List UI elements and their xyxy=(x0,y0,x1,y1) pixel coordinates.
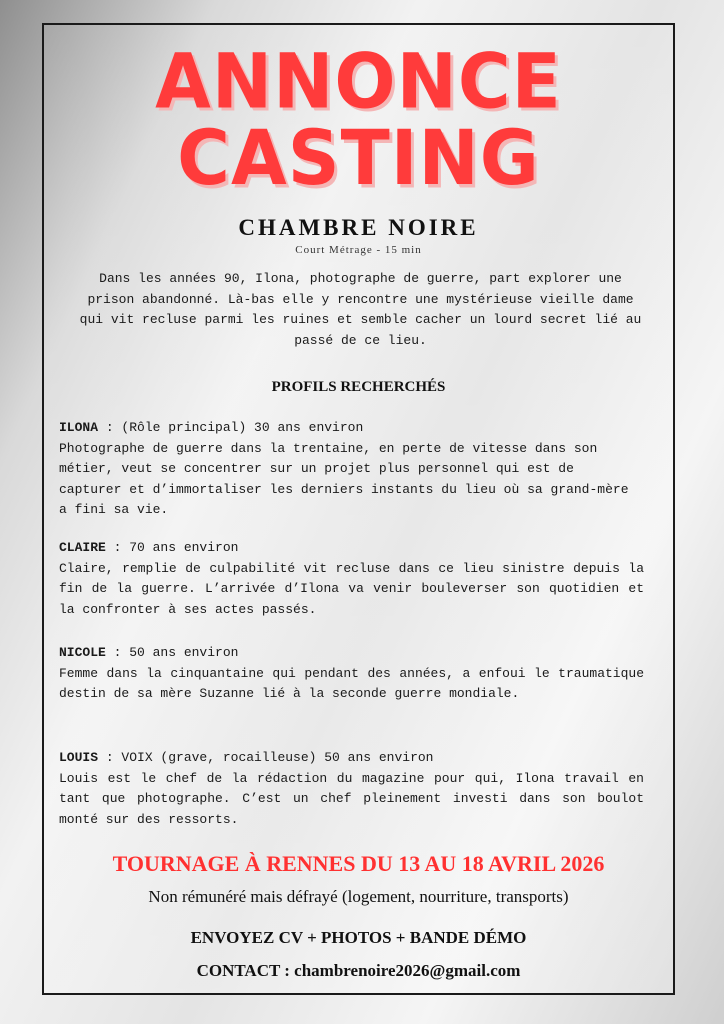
profile-louis xyxy=(59,748,644,830)
profile-name: ILONA xyxy=(59,420,99,435)
profile-claire xyxy=(59,538,644,620)
contact-email[interactable]: CONTACT : chambrenoire2026@gmail.com xyxy=(196,961,521,980)
payment-info: Non rémunéré mais défrayé (logement, nourriture, transports) xyxy=(148,887,569,906)
profile-description: Photographe de guerre dans la trentaine, en perte de vitesse dans son métier, veut se concentrer sur un projet plus personnel qui est de capturer et d’immortaliser les derniers instants du lieu où sa grand-mère a fini sa vie. xyxy=(59,440,629,517)
profile-description: Femme dans la cinquantaine qui pendant des années, a enfoui le traumatique destin de sa mère Suzanne lié à la seconde guerre mondiale. xyxy=(59,665,644,701)
synopsis: Dans les années 90, Ilona, photographe de guerre, part explorer une prison abandonné. Là-bas elle y rencontre une mystérieuse vieille dame qui vit recluse parmi les ruines et semble cacher un lourd secret lié au passé de ce lieu. xyxy=(79,271,642,348)
profile-description: Claire, remplie de culpabilité vit recluse dans ce lieu sinistre depuis la fin de la guerre. L’arrivée d’Ilona va venir bouleverser son quotidien et la confronter à ses actes passés. xyxy=(59,560,644,617)
profile-name: CLAIRE xyxy=(59,540,106,555)
profile-name: NICOLE xyxy=(59,645,106,660)
application-instructions: ENVOYEZ CV + PHOTOS + BANDE DÉMO xyxy=(190,928,527,947)
film-format: Court Métrage - 15 min xyxy=(295,244,422,256)
film-title: CHAMBRE NOIRE xyxy=(238,215,479,240)
casting-poster xyxy=(42,23,675,995)
profile-name: LOUIS xyxy=(59,750,99,765)
profile-role: : (Rôle principal) 30 ans environ xyxy=(98,420,364,435)
profile-description: Louis est le chef de la rédaction du magazine pour qui, Ilona travail en tant que photographe. C’est un chef pleinement investi dans son boulot monté sur des ressorts. xyxy=(59,770,644,827)
profile-nicole xyxy=(59,643,644,705)
title-casting: CASTING xyxy=(177,113,540,203)
profile-ilona xyxy=(59,418,644,521)
profile-role: : 50 ans environ xyxy=(105,645,239,660)
title-annonce: ANNONCE xyxy=(155,36,562,126)
profile-role: : VOIX (grave, rocailleuse) 50 ans environ xyxy=(98,750,434,765)
profiles-heading: PROFILS RECHERCHÉS xyxy=(271,379,446,395)
profile-role: : 70 ans environ xyxy=(105,540,239,555)
shooting-dates: TOURNAGE À RENNES DU 13 AU 18 AVRIL 2026 xyxy=(112,851,605,876)
